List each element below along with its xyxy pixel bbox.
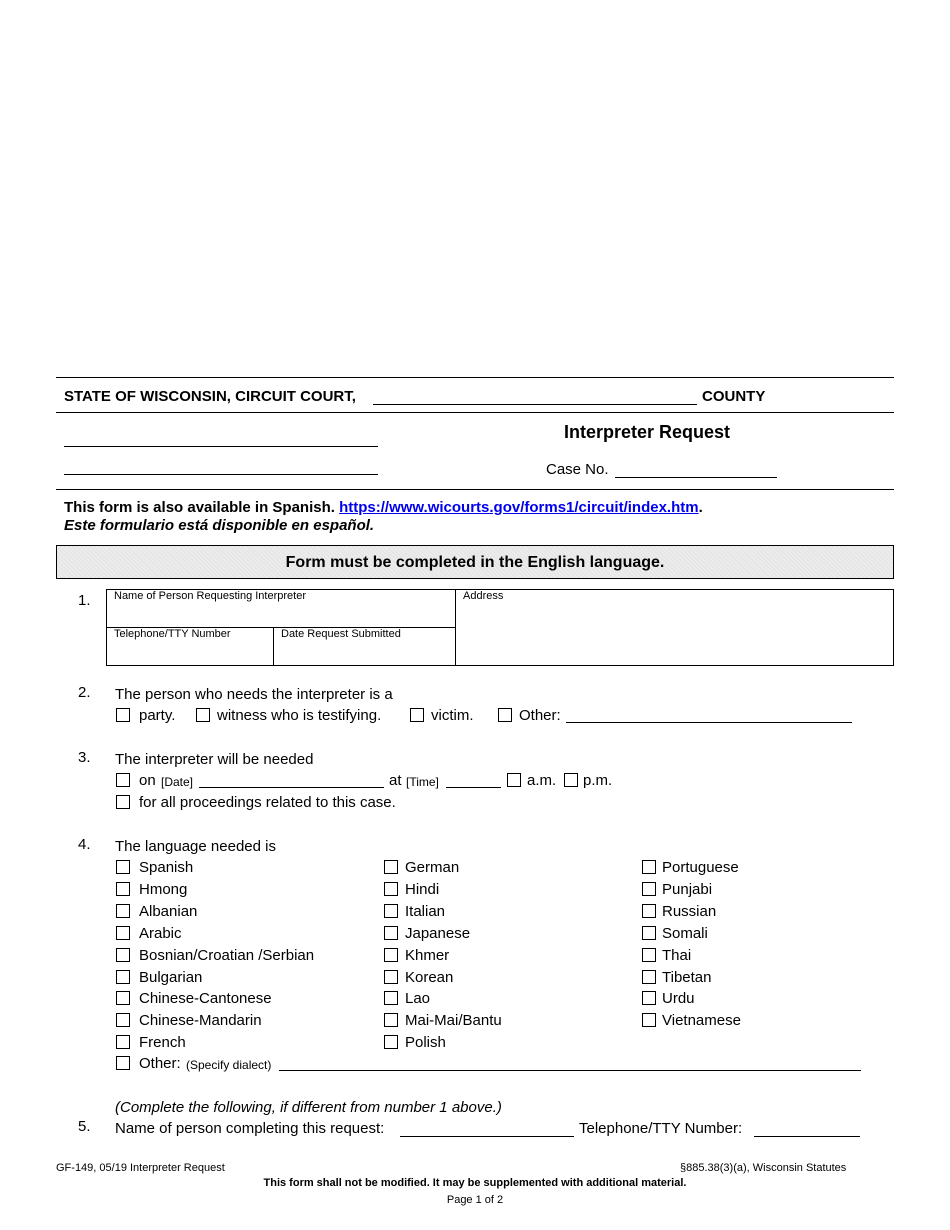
statute-ref: §885.38(3)(a), Wisconsin Statutes xyxy=(680,1162,847,1174)
checkbox-all-proceedings[interactable] xyxy=(116,795,130,809)
lang-label: Hindi xyxy=(405,881,440,898)
time-hint: [Time] xyxy=(406,775,439,789)
header-middle-rule xyxy=(56,412,894,413)
county-name-field[interactable] xyxy=(373,404,697,405)
all-proceedings-label: for all proceedings related to this case. xyxy=(139,794,396,811)
on-label: on xyxy=(139,772,156,789)
english-required-banner: Form must be completed in the English language. xyxy=(56,545,894,579)
header-top-rule xyxy=(56,377,894,378)
other-lang-field[interactable] xyxy=(279,1070,861,1071)
page-number: Page 1 of 2 xyxy=(446,1194,504,1206)
checkbox-specific-date[interactable] xyxy=(116,773,130,787)
checkbox-witness[interactable] xyxy=(196,708,210,722)
pm-label: p.m. xyxy=(583,772,613,789)
case-no-label: Case No. xyxy=(546,461,609,478)
lang-label: Somali xyxy=(662,925,708,942)
lang-label: Chinese-Cantonese xyxy=(139,990,272,1007)
checkbox-lang-polish[interactable] xyxy=(384,1035,398,1049)
lang-label: Albanian xyxy=(139,903,198,920)
form-id: GF-149, 05/19 Interpreter Request xyxy=(56,1162,225,1174)
lang-label: Mai-Mai/Bantu xyxy=(405,1012,502,1029)
lang-label: Bosnian/Croatian /Serbian xyxy=(139,947,315,964)
checkbox-lang-albanian[interactable] xyxy=(116,904,130,918)
other-lang-label: Other: xyxy=(139,1055,181,1072)
checkbox-lang-khmer[interactable] xyxy=(384,948,398,962)
phone-field-label: Telephone/TTY Number xyxy=(114,628,231,640)
checkbox-am[interactable] xyxy=(507,773,521,787)
date-submitted-label: Date Request Submitted xyxy=(281,628,401,640)
lang-label: Vietnamese xyxy=(662,1012,741,1029)
option-party-label: party. xyxy=(139,707,176,724)
lang-label: German xyxy=(405,859,460,876)
checkbox-lang-arabic[interactable] xyxy=(116,926,130,940)
date-field[interactable] xyxy=(199,787,384,788)
checkbox-lang-french[interactable] xyxy=(116,1035,130,1049)
completer-name-label: Name of person completing this request: xyxy=(115,1120,385,1137)
option-victim-label: victim. xyxy=(431,707,474,724)
checkbox-lang-italian[interactable] xyxy=(384,904,398,918)
completer-name-field[interactable] xyxy=(400,1136,574,1137)
section-5-note: (Complete the following, if different from number 1 above.) xyxy=(115,1099,502,1116)
checkbox-lang-bosnian[interactable] xyxy=(116,948,130,962)
spanish-availability-text: This form is also available in Spanish. xyxy=(64,499,335,516)
option-witness-label: witness who is testifying. xyxy=(217,707,382,724)
address-field[interactable] xyxy=(455,589,894,666)
phone-field[interactable] xyxy=(106,627,274,666)
checkbox-lang-somali[interactable] xyxy=(642,926,656,940)
completer-phone-field[interactable] xyxy=(754,1136,860,1137)
caption-line-2[interactable] xyxy=(64,474,378,475)
checkbox-pm[interactable] xyxy=(564,773,578,787)
address-field-label: Address xyxy=(463,590,504,602)
section-1-number: 1. xyxy=(78,592,91,609)
lang-label: Polish xyxy=(405,1034,446,1051)
lang-label: Arabic xyxy=(139,925,182,942)
checkbox-lang-lao[interactable] xyxy=(384,991,398,1005)
section-2-number: 2. xyxy=(78,684,91,701)
checkbox-lang-hindi[interactable] xyxy=(384,882,398,896)
am-label: a.m. xyxy=(527,772,557,789)
lang-label: Thai xyxy=(662,947,692,964)
lang-label: Portuguese xyxy=(662,859,739,876)
case-no-field[interactable] xyxy=(615,477,777,478)
checkbox-lang-portuguese[interactable] xyxy=(642,860,656,874)
lang-label: Urdu xyxy=(662,990,695,1007)
at-label: at xyxy=(389,772,402,789)
lang-label: Italian xyxy=(405,903,446,920)
date-submitted-field[interactable] xyxy=(273,627,456,666)
section-3-number: 3. xyxy=(78,749,91,766)
time-field[interactable] xyxy=(446,787,501,788)
checkbox-victim[interactable] xyxy=(410,708,424,722)
checkbox-lang-maimai[interactable] xyxy=(384,1013,398,1027)
lang-label: Spanish xyxy=(139,859,194,876)
checkbox-lang-russian[interactable] xyxy=(642,904,656,918)
date-hint: [Date] xyxy=(161,775,194,789)
checkbox-lang-mandarin[interactable] xyxy=(116,1013,130,1027)
section-4-prompt: The language needed is xyxy=(115,838,276,855)
lang-label: Chinese-Mandarin xyxy=(139,1012,262,1029)
checkbox-lang-punjabi[interactable] xyxy=(642,882,656,896)
lang-label: Punjabi xyxy=(662,881,713,898)
lang-label: Lao xyxy=(405,990,431,1007)
checkbox-lang-urdu[interactable] xyxy=(642,991,656,1005)
checkbox-lang-thai[interactable] xyxy=(642,948,656,962)
header-bottom-rule xyxy=(56,489,894,490)
checkbox-lang-cantonese[interactable] xyxy=(116,991,130,1005)
other-person-field[interactable] xyxy=(566,722,852,723)
other-lang-hint: (Specify dialect) xyxy=(186,1058,272,1072)
section-5-number: 5. xyxy=(78,1118,91,1135)
county-label: COUNTY xyxy=(702,388,766,405)
checkbox-lang-japanese[interactable] xyxy=(384,926,398,940)
court-title: STATE OF WISCONSIN, CIRCUIT COURT, xyxy=(64,388,356,405)
name-field-label: Name of Person Requesting Interpreter xyxy=(114,590,306,602)
section-3-prompt: The interpreter will be needed xyxy=(115,751,314,768)
form-title: Interpreter Request xyxy=(564,422,731,442)
section-2-prompt: The person who needs the interpreter is a xyxy=(115,686,393,703)
lang-label: Bulgarian xyxy=(139,969,203,986)
completer-phone-label: Telephone/TTY Number: xyxy=(579,1120,743,1137)
checkbox-lang-tibetan[interactable] xyxy=(642,970,656,984)
spanish-line: Este formulario está disponible en español. xyxy=(64,517,375,534)
checkbox-other-person[interactable] xyxy=(498,708,512,722)
checkbox-lang-korean[interactable] xyxy=(384,970,398,984)
footer-notice: This form shall not be modified. It may be supplemented with additional material. xyxy=(263,1177,687,1189)
option-other-label: Other: xyxy=(519,707,561,724)
lang-label: Tibetan xyxy=(662,969,712,986)
section-4-number: 4. xyxy=(78,836,91,853)
lang-label: Russian xyxy=(662,903,717,920)
lang-label: Hmong xyxy=(139,881,188,898)
lang-label: French xyxy=(139,1034,186,1051)
spanish-availability: This form is also available in Spanish. https://www.wicourts.gov/forms1/circuit/index.htm. xyxy=(64,499,703,516)
checkbox-lang-spanish[interactable] xyxy=(116,860,130,874)
lang-label: Khmer xyxy=(405,947,450,964)
checkbox-lang-bulgarian[interactable] xyxy=(116,970,130,984)
checkbox-party[interactable] xyxy=(116,708,130,722)
caption-line-1[interactable] xyxy=(64,446,378,447)
forms-url-link[interactable]: https://www.wicourts.gov/forms1/circuit/index.htm xyxy=(339,499,699,516)
checkbox-lang-hmong[interactable] xyxy=(116,882,130,896)
checkbox-lang-other[interactable] xyxy=(116,1056,130,1070)
lang-label: Korean xyxy=(405,969,454,986)
lang-label: Japanese xyxy=(405,925,471,942)
checkbox-lang-german[interactable] xyxy=(384,860,398,874)
checkbox-lang-vietnamese[interactable] xyxy=(642,1013,656,1027)
name-field[interactable] xyxy=(106,589,456,628)
